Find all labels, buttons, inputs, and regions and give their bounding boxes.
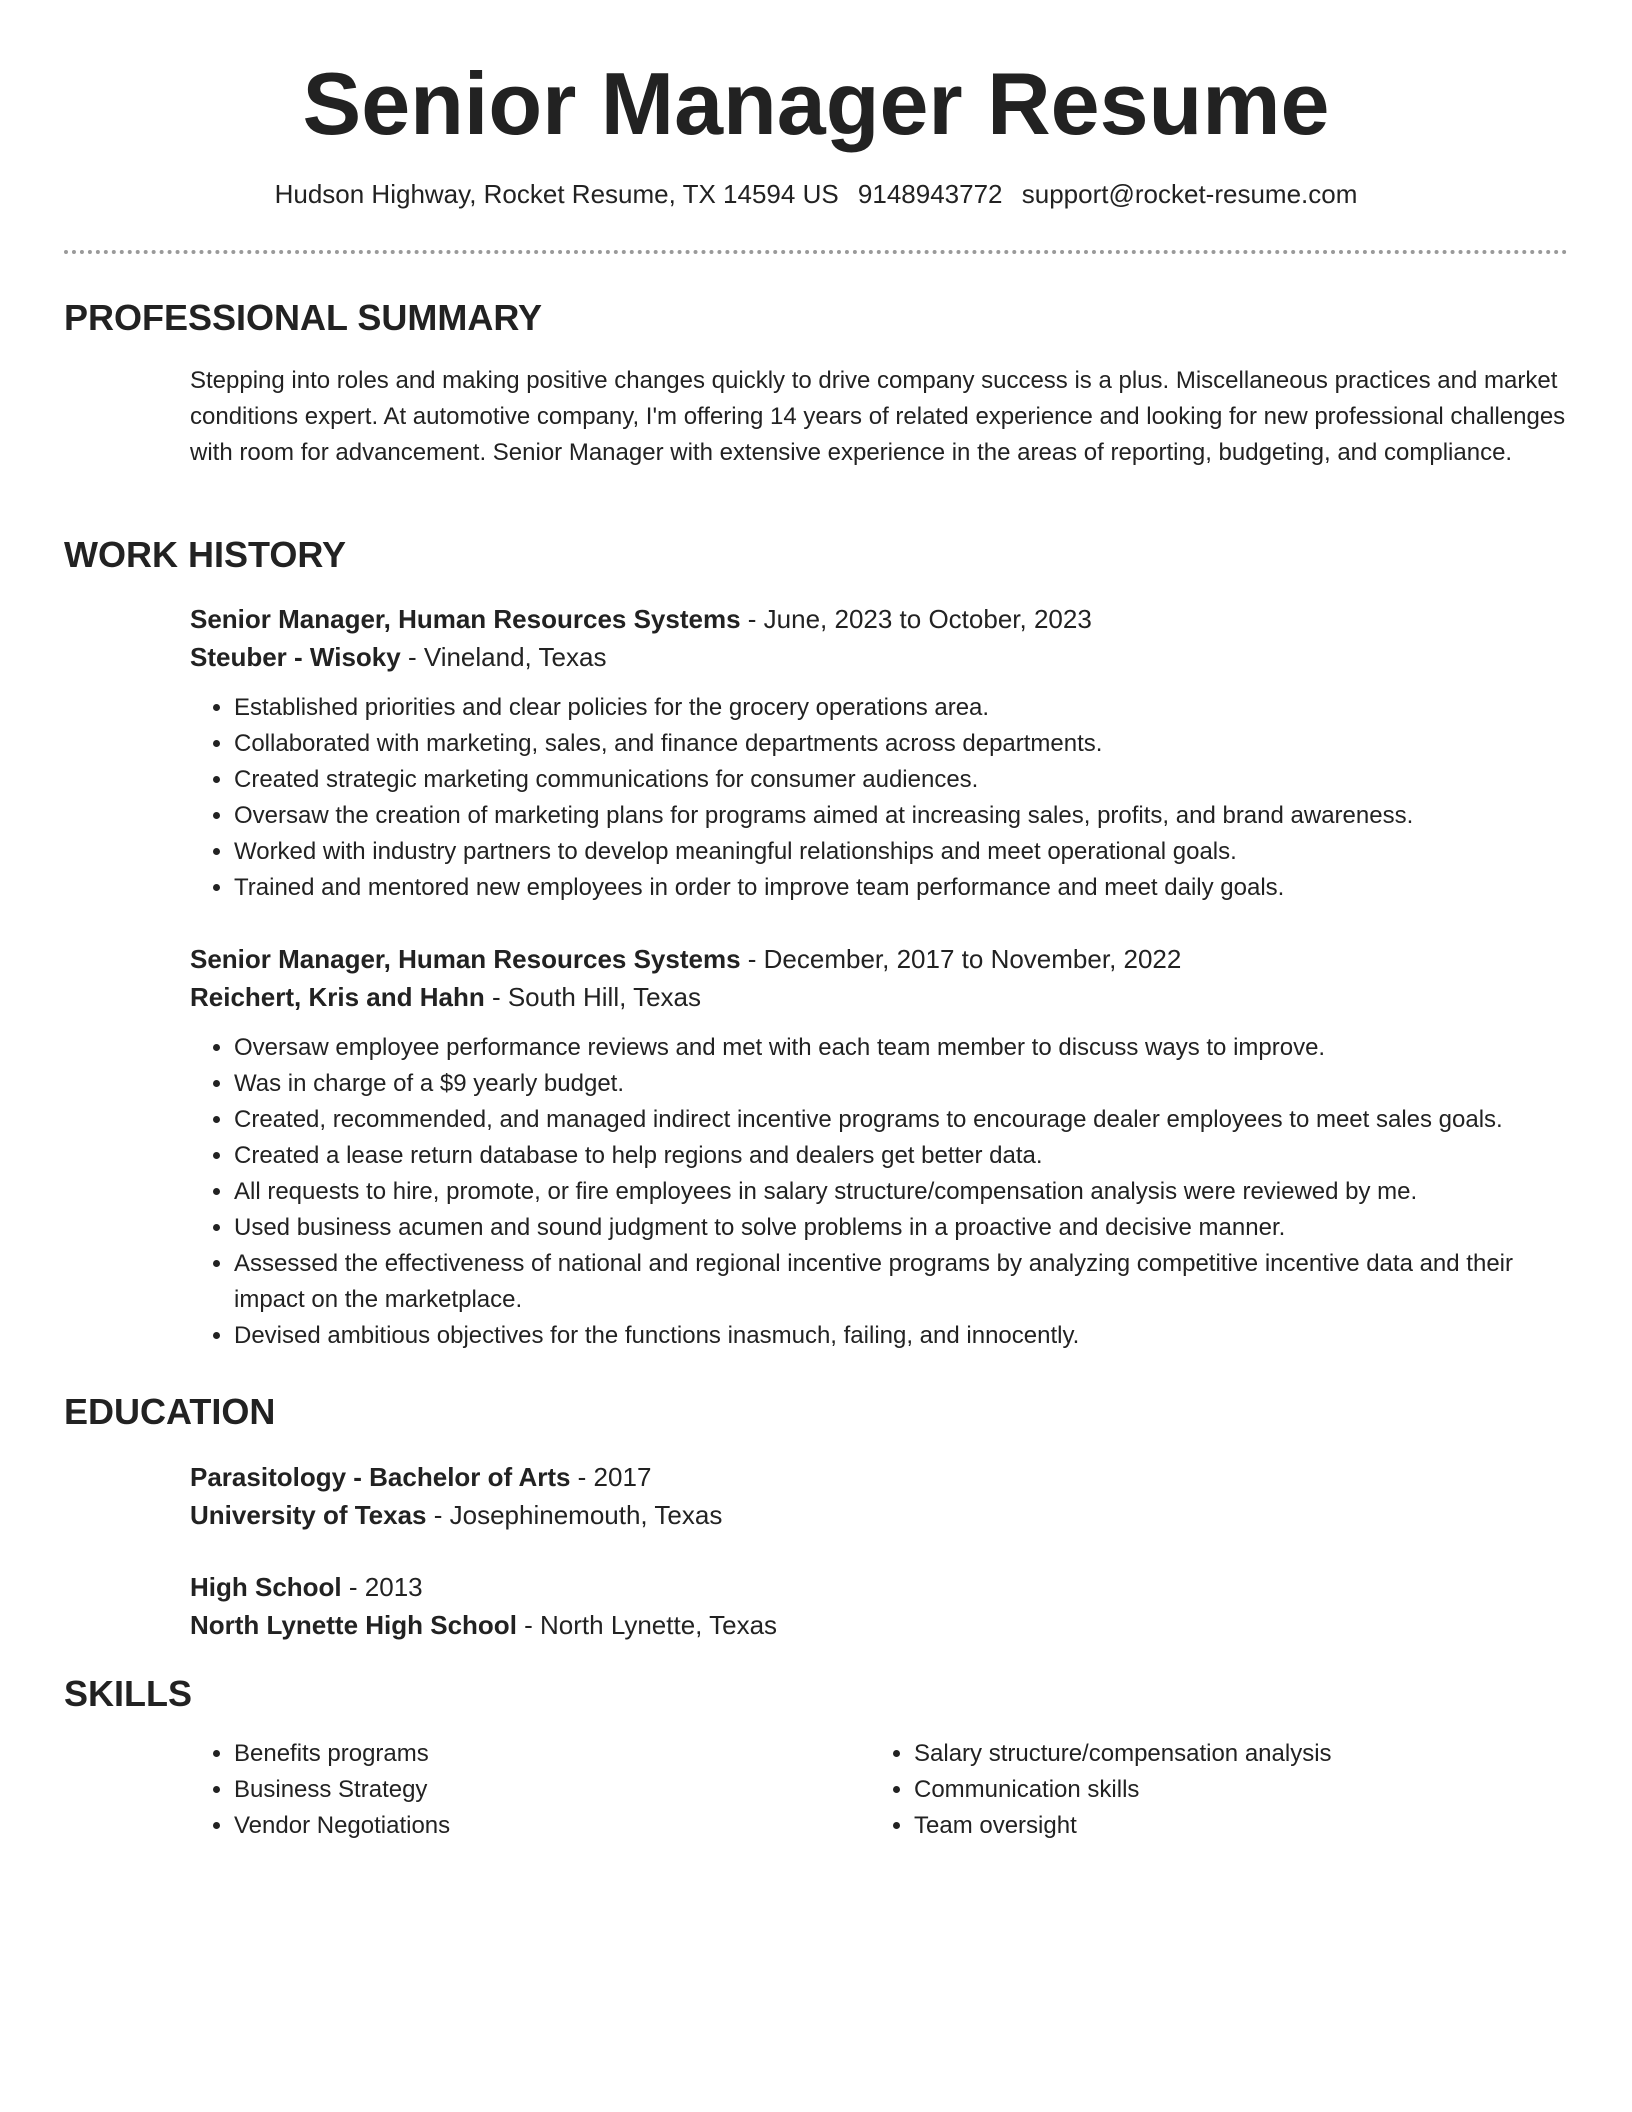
education-year: - 2013: [341, 1572, 423, 1602]
section-title-education: EDUCATION: [64, 1391, 276, 1432]
skills-grid: [190, 1736, 1570, 1844]
education-degree: High School: [190, 1572, 342, 1602]
job-dates: - December, 2017 to November, 2022: [740, 944, 1182, 974]
list-item: • Worked with industry partners to develop meaningful relationships and meet operational goals.: [234, 834, 1570, 870]
resume-title: Senior Manager Resume: [302, 54, 1330, 153]
education-school: University of Texas: [190, 1500, 427, 1530]
job-company: Reichert, Kris and Hahn: [190, 982, 485, 1012]
education-year: - 2017: [570, 1462, 652, 1492]
list-item: • Created strategic marketing communications for consumer audiences.: [234, 762, 1570, 798]
job-duties-list: [190, 1030, 1570, 1354]
skills-list: [870, 1736, 1550, 1844]
job-dates: - June, 2023 to October, 2023: [740, 604, 1092, 634]
job-location: - South Hill, Texas: [484, 982, 702, 1012]
section-title-summary: PROFESSIONAL SUMMARY: [64, 297, 543, 338]
section-title-work: WORK HISTORY: [64, 534, 347, 575]
list-item: • Salary structure/compensation analysis: [914, 1736, 1550, 1772]
list-item: • Vendor Negotiations: [234, 1808, 870, 1844]
list-item: • Oversaw employee performance reviews and met with each team member to discuss ways to improve.: [234, 1030, 1570, 1066]
resume-header: [64, 0, 1568, 156]
skills-list: [190, 1736, 870, 1844]
education-degree-line: [190, 1458, 1570, 1496]
list-item: • Assessed the effectiveness of national and regional incentive programs by analyzing competitive incentive data and their impact on the marketplace.: [234, 1246, 1570, 1318]
header-divider: [64, 250, 1568, 254]
list-item: • Created a lease return database to help regions and dealers get better data.: [234, 1138, 1570, 1174]
list-item: • Oversaw the creation of marketing plans for programs aimed at increasing sales, profits, and brand awareness.: [234, 798, 1570, 834]
education-school: North Lynette High School: [190, 1610, 517, 1640]
education-entry: [190, 1458, 1570, 1534]
job-role: Senior Manager, Human Resources Systems: [190, 944, 741, 974]
job-company: Steuber - Wisoky: [190, 642, 401, 672]
list-item: • Created, recommended, and managed indirect incentive programs to encourage dealer employees to meet sales goals.: [234, 1102, 1570, 1138]
list-item: • Benefits programs: [234, 1736, 870, 1772]
job-company-line: [190, 978, 1570, 1016]
summary-text: Stepping into roles and making positive changes quickly to drive company success is a plus. Miscellaneous practices and market conditions expert. At automotive company, I'm offering 14 years of related experience and looking for new professional challenges with room for advancement. Senior Manager with extensive experience in the areas of reporting, budgeting, and compliance.: [190, 367, 1566, 466]
list-item: • Devised ambitious objectives for the functions inasmuch, failing, and innocently.: [234, 1318, 1570, 1354]
skills-column-left: [190, 1736, 870, 1844]
education-degree: Parasitology - Bachelor of Arts: [190, 1462, 571, 1492]
list-item: • Team oversight: [914, 1808, 1550, 1844]
job-duties-list: [190, 690, 1570, 906]
job-entry: [190, 940, 1570, 1354]
list-item: • Established priorities and clear policies for the grocery operations area.: [234, 690, 1570, 726]
list-item: • Collaborated with marketing, sales, and finance departments across departments.: [234, 726, 1570, 762]
contact-email: support@rocket-resume.com: [1021, 179, 1358, 209]
job-company-line: [190, 638, 1570, 676]
job-location: - Vineland, Texas: [400, 642, 607, 672]
list-item: • Communication skills: [914, 1772, 1550, 1808]
list-item: • Was in charge of a $9 yearly budget.: [234, 1066, 1570, 1102]
list-item: • All requests to hire, promote, or fire employees in salary structure/compensation analysis were reviewed by me.: [234, 1174, 1570, 1210]
job-title-line: [190, 940, 1570, 978]
list-item: • Trained and mentored new employees in order to improve team performance and meet daily goals.: [234, 870, 1570, 906]
contact-address: Hudson Highway, Rocket Resume, TX 14594 US: [274, 179, 839, 209]
section-title-skills: SKILLS: [64, 1673, 193, 1714]
education-location: - Josephinemouth, Texas: [426, 1500, 723, 1530]
job-entry: [190, 600, 1570, 906]
education-location: - North Lynette, Texas: [516, 1610, 778, 1640]
education-school-line: [190, 1496, 1570, 1534]
job-role: Senior Manager, Human Resources Systems: [190, 604, 741, 634]
contact-line: [64, 176, 1568, 212]
education-school-line: [190, 1606, 1570, 1644]
list-item: • Business Strategy: [234, 1772, 870, 1808]
contact-phone: 9148943772: [857, 179, 1003, 209]
resume-page: [64, 0, 1568, 1839]
education-entry: [190, 1568, 1570, 1644]
job-title-line: [190, 600, 1570, 638]
education-degree-line: [190, 1568, 1570, 1606]
skills-column-right: [870, 1736, 1550, 1844]
list-item: • Used business acumen and sound judgment to solve problems in a proactive and decisive manner.: [234, 1210, 1570, 1246]
summary-block: [190, 363, 1570, 471]
